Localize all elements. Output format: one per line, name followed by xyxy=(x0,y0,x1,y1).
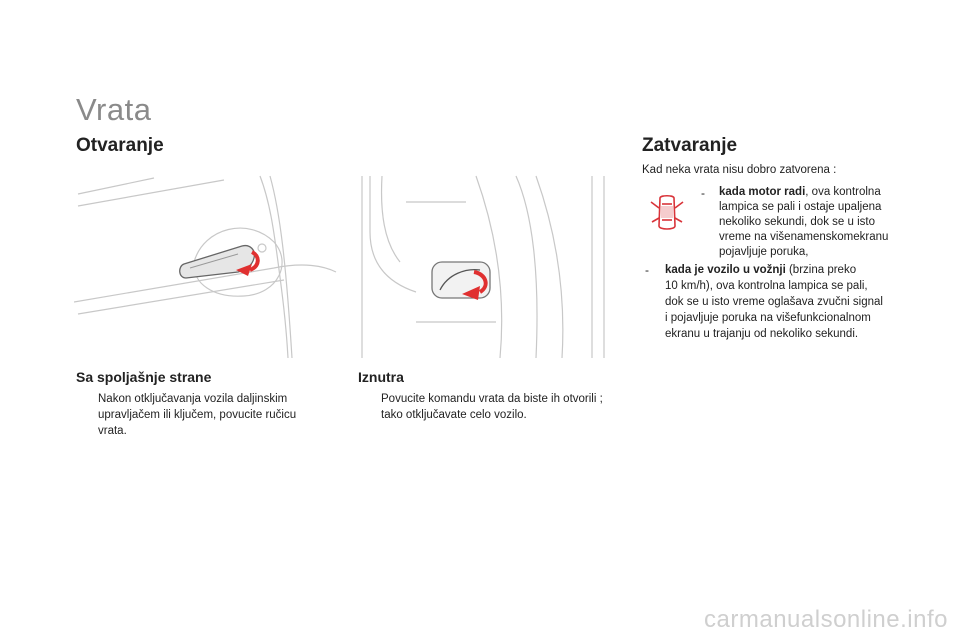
opening-section-title: Otvaranje xyxy=(76,135,164,156)
watermark: carmanualsonline.info xyxy=(704,606,948,633)
outside-door-handle-illustration xyxy=(74,172,344,358)
closing-intro: Kad neka vrata nisu dobro zatvorena : xyxy=(642,164,837,176)
page-title: Vrata xyxy=(76,92,152,127)
inside-subsection-title: Iznutra xyxy=(358,369,404,385)
inside-instructions: Povucite komandu vrata da biste ih otvorili ; tako otključavate celo vozilo. xyxy=(381,393,603,421)
door-open-warning-icon xyxy=(648,192,686,234)
list-dash: - xyxy=(701,186,705,200)
outside-instructions: Nakon otključavanja vozila daljinskim upravljačem ili ključem, povucite ručicu vrata. xyxy=(98,393,297,437)
closing-item-vehicle-moving: kada je vozilo u vožnji (brzina preko 10 km/h), ova kontrolna lampica se pali, dok se u isto vreme oglašava zvučni signal i pojavljuje poruka na višefunkcionalnom ekranu u trajanju od nekoliko sekundi. xyxy=(665,264,883,340)
closing-section-title: Zatvaranje xyxy=(642,135,738,156)
inside-door-handle-illustration xyxy=(356,172,620,358)
outside-subsection-title: Sa spoljašnje strane xyxy=(76,369,212,385)
closing-item-engine-running: kada motor radi, ova kontrolna lampica se pali i ostaje upaljena nekoliko sekundi, dok se u isto vreme na višenamenskomekranu pojavljuje poruka, xyxy=(719,186,889,258)
list-dash: - xyxy=(645,263,649,277)
